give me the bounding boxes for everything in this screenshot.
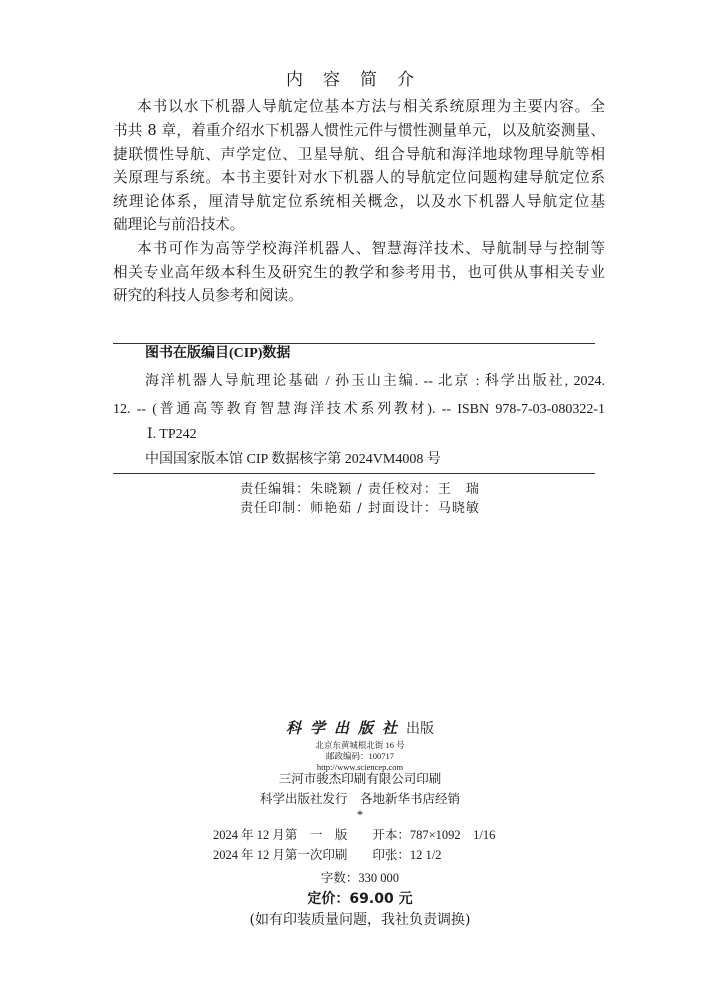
text-line: 研究的科技人员参考和阅读。 (113, 287, 303, 304)
publisher-logo: 科学出版社 (285, 719, 406, 737)
publisher-postcode: 邮政编码：100717 (325, 751, 394, 761)
cip-line: 12. -- (普通高等教育智慧海洋技术系列教材). -- ISBN 978-7-03-080322-1 (113, 402, 605, 417)
text-line: 关原理与系统。本书主要针对水下机器人的导航定位问题构建导航定位系 (113, 169, 605, 186)
printer: 三河市骏杰印刷有限公司印刷 (278, 772, 442, 786)
text-line: 书共 8 章，着重介绍水下机器人惯性元件与惯性测量单元，以及航姿测量、 (113, 122, 605, 139)
text-line: 本书可作为高等学校海洋机器人、智慧海洋技术、导航制导与控制等 (137, 240, 605, 257)
cip-line: 海洋机器人导航理论基础 / 孙玉山主编. -- 北京 : 科学出版社, 2024. (145, 374, 605, 389)
distribution: 科学出版社发行 各地新华书店经销 (259, 792, 460, 806)
cip-line: Ⅰ. TP242 (147, 427, 197, 442)
printing-line: 2024 年 12 月第一次印刷 印张：12 1/2 (213, 848, 442, 862)
text-line: 础理论与前沿技术。 (113, 216, 245, 233)
text-line: 本书以水下机器人导航定位基本方法与相关系统原理为主要内容。全 (137, 98, 605, 115)
credit-line: 责任印制：师艳茹 / 封面设计：马晓敏 (240, 501, 480, 516)
publisher-suffix: 出版 (406, 722, 434, 737)
page-title: 内容简介 (286, 70, 434, 90)
publisher-website: http://www.sciencep.com (316, 762, 404, 772)
text-line: 捷联惯性导航、声学定位、卫星导航、组合导航和海洋地球物理导航等相 (113, 146, 605, 163)
publisher-heading (0, 720, 720, 737)
divider-bottom (113, 473, 595, 474)
quality-note: (如有印装质量问题，我社负责调换) (249, 912, 471, 928)
cip-line: 中国国家版本馆 CIP 数据核字第 2024VM4008 号 (145, 452, 441, 467)
separator-star: * (356, 808, 364, 822)
word-count: 字数：330 000 (320, 871, 400, 885)
text-line: 统理论体系，厘清导航定位系统相关概念，以及水下机器人导航定位基 (113, 193, 605, 210)
text-line: 相关专业高年级本科生及研究生的教学和参考用书，也可供从事相关专业 (113, 264, 605, 281)
cip-title: 图书在版编目(CIP)数据 (145, 346, 291, 361)
credit-line: 责任编辑：朱晓颖 / 责任校对：王 瑞 (240, 482, 480, 497)
edition-line: 2024 年 12 月第 一 版 开本：787×1092 1/16 (213, 828, 496, 842)
publisher-address: 北京东黄城根北街 16 号 (315, 740, 405, 750)
divider-top (113, 343, 595, 344)
price: 定价：69.00 元 (307, 891, 413, 907)
